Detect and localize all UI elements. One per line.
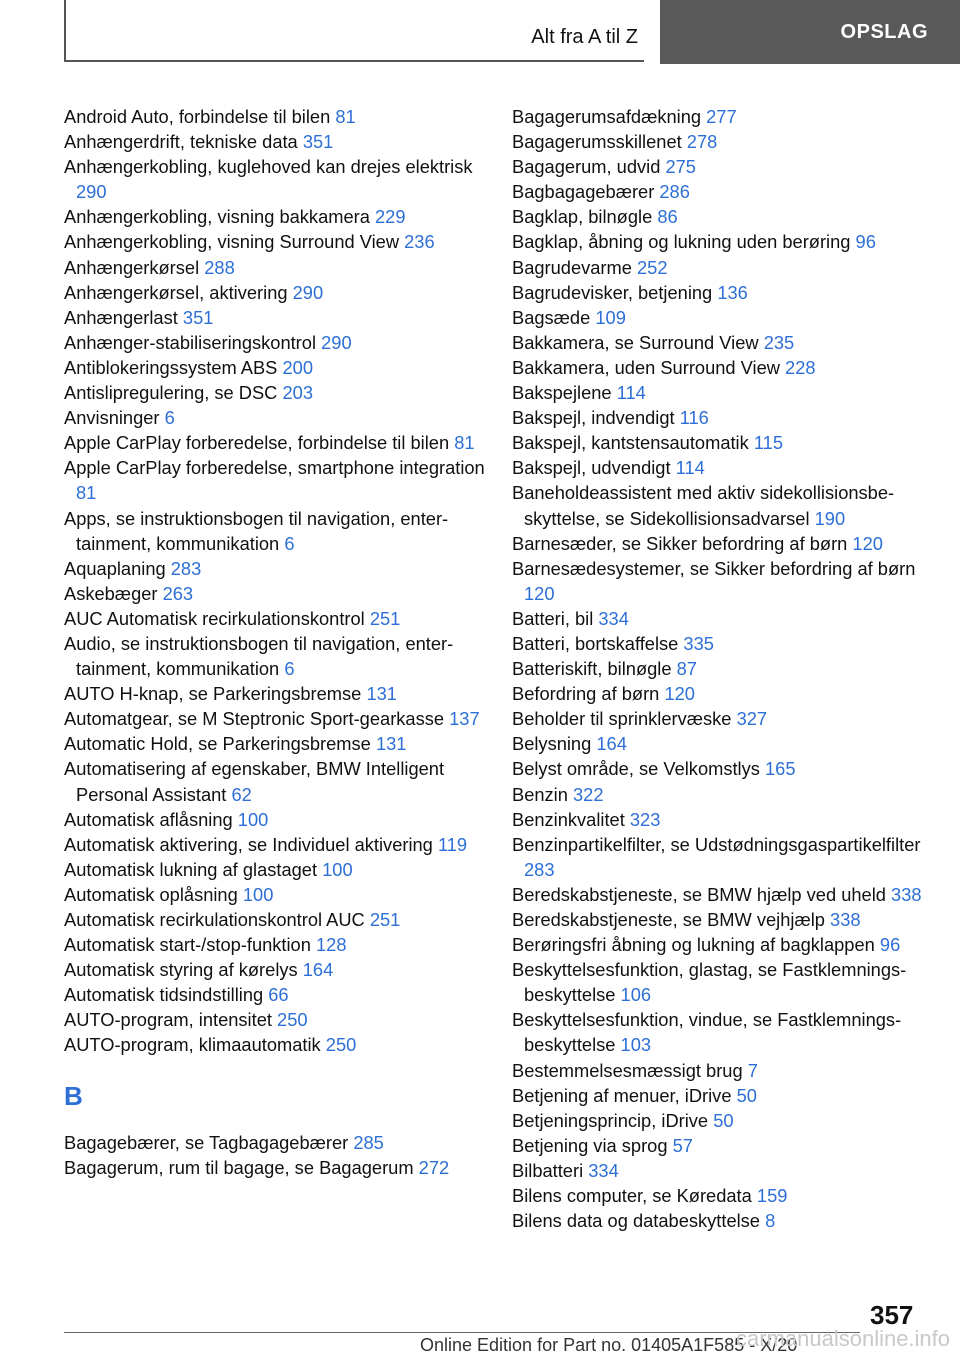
index-entry xyxy=(64,556,489,581)
index-entry xyxy=(64,204,489,229)
index-entry-text: Bagagebærer, se Tagbagagebærer xyxy=(64,1131,349,1153)
index-entry-text: Bakspejl, udvendigt xyxy=(512,457,671,479)
index-entry xyxy=(64,1155,489,1180)
page-link[interactable]: 251 xyxy=(369,909,401,930)
page-link[interactable]: 275 xyxy=(665,156,696,178)
page-link[interactable]: 6 xyxy=(284,532,295,554)
index-entry-text: Anvisninger xyxy=(64,407,160,429)
page-link[interactable]: 96 xyxy=(855,231,876,253)
index-entry-text: Automatisk styring af kørelys xyxy=(64,959,298,981)
page-link[interactable]: 285 xyxy=(353,1131,384,1153)
index-entry xyxy=(512,305,932,330)
header-frame xyxy=(64,0,644,62)
index-entry-text: Barnesædesystemer, se Sikker befordring af børn xyxy=(512,557,916,579)
index-entry-text: Automatisk start-/stop-funktion xyxy=(64,934,311,956)
index-entry-text: Bagklap, bilnøgle xyxy=(512,206,653,228)
index-entry xyxy=(64,807,489,832)
footer-edition: Online Edition for Part no. 01405A1F585 - X/20 xyxy=(420,1335,798,1355)
page-link[interactable]: 81 xyxy=(76,482,97,504)
page-link[interactable]: 250 xyxy=(277,1009,308,1031)
index-entry xyxy=(64,932,489,957)
index-entry xyxy=(512,480,932,530)
page-link[interactable]: 103 xyxy=(620,1034,652,1056)
index-entry-text: Beholder til sprinklervæske xyxy=(512,708,732,730)
index-entry xyxy=(512,731,932,756)
index-entry-text: Automatisk oplåsning xyxy=(64,883,238,905)
page-link[interactable]: 283 xyxy=(170,557,202,579)
index-entry-text: Batteri, bil xyxy=(512,607,594,629)
page-link[interactable]: 203 xyxy=(282,382,313,404)
page-link[interactable]: 286 xyxy=(659,181,690,203)
index-entry xyxy=(64,731,489,756)
page-link[interactable]: 322 xyxy=(573,783,604,805)
index-entry xyxy=(512,1183,932,1208)
index-entry-text: Bagsæde xyxy=(512,306,591,328)
page-link[interactable]: 86 xyxy=(657,206,678,228)
index-entry xyxy=(64,882,489,907)
index-entry-text: Bakspejlene xyxy=(512,382,612,404)
index-entry xyxy=(64,1032,489,1057)
index-entry xyxy=(64,280,489,305)
index-entry-text: Anhængerkobling, visning Surround View xyxy=(64,231,400,253)
index-entry xyxy=(64,430,489,455)
page-link[interactable]: 327 xyxy=(736,708,768,730)
page-link[interactable]: 250 xyxy=(325,1034,357,1056)
index-entry-text: AUTO-program, intensitet xyxy=(64,1009,272,1031)
index-entry xyxy=(64,455,489,505)
index-entry-text: Bagrudevisker, betjening xyxy=(512,281,713,303)
index-entry xyxy=(64,305,489,330)
page-link[interactable]: 50 xyxy=(713,1109,734,1131)
index-entry xyxy=(64,631,489,681)
page-link[interactable]: 100 xyxy=(322,858,353,880)
index-entry xyxy=(512,405,932,430)
page-link[interactable]: 96 xyxy=(879,934,901,956)
page-link[interactable]: 120 xyxy=(524,582,555,604)
page-link[interactable]: 290 xyxy=(292,281,324,303)
index-entry xyxy=(512,656,932,681)
index-entry-text: Beredskabstjeneste, se BMW vejhjælp xyxy=(512,909,825,930)
page-link[interactable]: 323 xyxy=(629,808,661,830)
index-entry xyxy=(512,782,932,807)
index-entry-text: Anhængerlast xyxy=(64,306,178,328)
index-entry-text: Batteri, bortskaffelse xyxy=(512,632,679,654)
section-title: Alt fra A til Z xyxy=(531,26,638,48)
index-entry-text: Belyst område, se Velkomstlys xyxy=(512,758,760,780)
index-entry-text: Anhængerkørsel, aktivering xyxy=(64,281,288,303)
page-link[interactable]: 235 xyxy=(763,331,795,353)
page-link[interactable]: 120 xyxy=(664,683,695,705)
index-entry xyxy=(512,154,932,179)
page-link[interactable]: 50 xyxy=(736,1084,757,1106)
index-entry xyxy=(64,581,489,606)
index-entry-text: Automatisering af egenskaber, BMW Intelligent Personal Assistant xyxy=(64,758,445,805)
index-entry xyxy=(64,681,489,706)
page-link[interactable]: 116 xyxy=(679,407,709,429)
page-link[interactable]: 8 xyxy=(765,1210,776,1232)
index-entry-text: Anhængerdrift, tekniske data xyxy=(64,131,298,153)
index-entry xyxy=(512,129,932,154)
page-link[interactable]: 57 xyxy=(672,1134,693,1156)
page-link[interactable]: 338 xyxy=(891,883,922,905)
index-entry xyxy=(512,1083,932,1108)
index-entry-text: Belysning xyxy=(512,733,592,755)
index-entry-text: Bestemmelsesmæssigt brug xyxy=(512,1059,743,1081)
page-link[interactable]: 106 xyxy=(620,984,652,1006)
page-link[interactable]: 351 xyxy=(302,131,334,153)
page-link[interactable]: 229 xyxy=(374,206,406,228)
page-link[interactable]: 278 xyxy=(686,131,718,153)
index-entry-text: Bagagerumsskillenet xyxy=(512,131,682,153)
index-entry xyxy=(64,756,489,806)
index-entry-text: Android Auto, forbindelse til bilen xyxy=(64,106,331,127)
index-entry xyxy=(512,1158,932,1183)
index-entry xyxy=(64,229,489,254)
index-entry-text: Betjeningsprincip, iDrive xyxy=(512,1109,709,1131)
index-entry xyxy=(64,957,489,982)
index-entry xyxy=(512,179,932,204)
index-entry xyxy=(64,982,489,1007)
index-entry-text: Baneholdeassistent med aktiv sidekollisionsbeskyttelse, se Sidekollisionsadvarsel xyxy=(512,482,895,529)
index-entry-text: Audio, se instruktionsbogen til navigation, entertainment, kommunikation xyxy=(64,632,454,680)
page-link[interactable]: 115 xyxy=(753,432,784,454)
index-entry-text: Automatisk tidsindstilling xyxy=(64,984,264,1006)
page-link[interactable]: 7 xyxy=(747,1059,758,1081)
index-entry xyxy=(512,681,932,706)
index-entry-text: Antislipregulering, se DSC xyxy=(64,382,278,404)
page-link[interactable]: 165 xyxy=(765,758,796,780)
index-entry-text: Bilens data og databeskyttelse xyxy=(512,1210,760,1232)
page-link[interactable]: 100 xyxy=(237,808,269,830)
index-entry-text: Automatisk lukning af glastaget xyxy=(64,858,318,880)
page-number: 357 xyxy=(870,1300,914,1330)
index-entry-text: Beskyttelsesfunktion, glastag, se Fastklemningsbeskyttelse xyxy=(512,959,907,1006)
index-entry-text: Befordring af børn xyxy=(512,683,660,705)
page-link[interactable]: 164 xyxy=(596,733,627,755)
page-link[interactable]: 120 xyxy=(852,532,883,554)
index-group-a xyxy=(64,104,489,1058)
index-column-left xyxy=(64,104,489,1180)
index-entry xyxy=(64,405,489,430)
index-entry-text: AUTO-program, klimaautomatik xyxy=(64,1034,321,1056)
page-link[interactable]: 228 xyxy=(785,356,816,378)
index-entry-text: Automatisk recirkulationskontrol AUC xyxy=(64,909,365,930)
index-entry-text: Benzin xyxy=(512,783,568,805)
index-entry-text: Bagagerum, rum til bagage, se Bagagerum xyxy=(64,1156,414,1178)
index-column-right xyxy=(512,104,932,1233)
index-entry xyxy=(512,957,932,1007)
page-link[interactable]: 288 xyxy=(204,256,235,278)
page-link[interactable]: 251 xyxy=(369,607,401,629)
index-entry-text: Bagagerumsafdækning xyxy=(512,106,702,127)
index-entry xyxy=(64,355,489,380)
index-entry xyxy=(512,706,932,731)
index-entry-text: Benzinkvalitet xyxy=(512,808,625,830)
index-entry-text: Betjening via sprog xyxy=(512,1134,668,1156)
index-entry xyxy=(512,455,932,480)
page-link[interactable]: 6 xyxy=(164,407,175,429)
index-entry xyxy=(64,1130,489,1155)
page-link[interactable]: 277 xyxy=(706,106,737,127)
index-entry xyxy=(64,1007,489,1032)
index-entry-text: Askebæger xyxy=(64,582,158,604)
page-link[interactable]: 338 xyxy=(830,909,861,930)
index-entry xyxy=(64,857,489,882)
index-entry-text: Beredskabstjeneste, se BMW hjælp ved uheld xyxy=(512,883,886,905)
page-header xyxy=(64,0,960,65)
index-entry-text: Bagrudevarme xyxy=(512,256,632,278)
watermark: carmanualsonline.info xyxy=(736,1326,951,1351)
page-link[interactable]: 334 xyxy=(588,1159,619,1181)
index-entry-text: AUTO H-knap, se Parkeringsbremse xyxy=(64,683,362,705)
page-link[interactable]: 114 xyxy=(675,457,705,479)
page-link[interactable]: 128 xyxy=(316,934,347,956)
index-entry xyxy=(512,104,932,129)
index-entry-text: Bakspejl, kantstensautomatik xyxy=(512,432,749,454)
index-entry xyxy=(512,882,932,907)
index-entry-text: Beskyttelsesfunktion, vindue, se Fastklemningsbeskyttelse xyxy=(512,1009,902,1056)
index-entry xyxy=(512,832,932,882)
page-link[interactable]: 81 xyxy=(454,432,475,454)
index-entry xyxy=(64,380,489,405)
index-entry xyxy=(64,255,489,280)
index-entry xyxy=(64,832,489,857)
index-entry-text: Bakkamera, se Surround View xyxy=(512,331,759,353)
page-link[interactable]: 114 xyxy=(616,382,646,404)
index-entry-text: Automatgear, se M Steptronic Sport-gearkasse xyxy=(64,708,445,730)
index-entry-text: Betjening af menuer, iDrive xyxy=(512,1084,732,1106)
page-link[interactable]: 335 xyxy=(683,632,714,654)
index-entry xyxy=(512,255,932,280)
index-entry xyxy=(512,229,932,254)
index-entry-text: Automatisk aktivering, se Individuel aktivering xyxy=(64,833,433,855)
page-link[interactable]: 190 xyxy=(814,507,846,529)
index-entry xyxy=(64,104,489,129)
index-entry xyxy=(64,706,489,731)
index-entry-text: Bagagerum, udvid xyxy=(512,156,661,178)
page-link[interactable]: 351 xyxy=(182,306,214,328)
page-link[interactable]: 109 xyxy=(595,306,626,328)
index-entry xyxy=(512,380,932,405)
index-entry xyxy=(512,430,932,455)
page-link[interactable]: 137 xyxy=(449,708,480,730)
index-group-b xyxy=(64,1130,489,1180)
page-link[interactable]: 62 xyxy=(231,783,252,805)
index-entry-text: Antiblokeringssystem ABS xyxy=(64,356,278,378)
index-entry-text: Barnesæder, se Sikker befordring af børn xyxy=(512,532,848,554)
index-entry-text: AUC Automatisk recirkulationskontrol xyxy=(64,607,365,629)
page-link[interactable]: 81 xyxy=(335,106,356,127)
index-entry xyxy=(512,756,932,781)
page-link[interactable]: 252 xyxy=(637,256,668,278)
index-entry xyxy=(64,129,489,154)
index-entry-text: Anhænger-stabiliseringskontrol xyxy=(64,331,317,353)
index-entry xyxy=(512,355,932,380)
page-link[interactable]: 6 xyxy=(284,658,295,680)
index-entry xyxy=(512,631,932,656)
index-entry-text: Aquaplaning xyxy=(64,557,166,579)
page-link[interactable]: 131 xyxy=(375,733,407,755)
page-link[interactable]: 263 xyxy=(162,582,194,604)
index-entry-text: Anhængerkobling, kuglehoved kan drejes elektrisk xyxy=(64,156,473,178)
page-link[interactable]: 100 xyxy=(242,883,274,905)
index-entry xyxy=(512,1058,932,1083)
index-group-right xyxy=(512,104,932,1233)
index-entry-text: Apps, se instruktionsbogen til navigation, entertainment, kommunikation xyxy=(64,507,449,554)
index-entry xyxy=(512,1108,932,1133)
index-entry xyxy=(64,330,489,355)
index-entry-text: Anhængerkørsel xyxy=(64,256,200,278)
index-entry-text: Automatisk aflåsning xyxy=(64,808,233,830)
index-entry-text: Apple CarPlay forberedelse, smartphone integration xyxy=(64,457,485,479)
index-entry-text: Bakspejl, indvendigt xyxy=(512,407,675,429)
index-entry xyxy=(512,330,932,355)
page-link[interactable]: 87 xyxy=(676,658,697,680)
index-entry xyxy=(512,556,932,606)
index-entry xyxy=(512,204,932,229)
index-entry xyxy=(64,907,489,932)
index-entry-text: Bagbagagebærer xyxy=(512,181,655,203)
page-link[interactable]: 334 xyxy=(598,607,629,629)
index-entry xyxy=(64,606,489,631)
index-entry-text: Anhængerkobling, visning bakkamera xyxy=(64,206,370,228)
page-link[interactable]: 272 xyxy=(418,1156,450,1178)
page-link[interactable]: 290 xyxy=(321,331,352,353)
index-entry xyxy=(512,932,932,957)
index-entry xyxy=(512,1133,932,1158)
index-entry xyxy=(512,280,932,305)
index-entry-text: Bilbatteri xyxy=(512,1159,584,1181)
index-entry-text: Apple CarPlay forberedelse, forbindelse til bilen xyxy=(64,432,450,454)
index-entry xyxy=(64,154,489,204)
index-entry xyxy=(64,506,489,556)
index-entry-text: Berøringsfri åbning og lukning af bagklappen xyxy=(512,934,875,956)
page-link[interactable]: 236 xyxy=(404,231,435,253)
page-link[interactable]: 136 xyxy=(717,281,748,303)
page-link[interactable]: 290 xyxy=(76,181,107,203)
page-link[interactable]: 131 xyxy=(366,683,397,705)
index-letter-heading: B xyxy=(64,1080,83,1111)
page-link[interactable]: 200 xyxy=(282,356,313,378)
section-tab[interactable]: OPSLAG xyxy=(660,0,960,64)
page-link[interactable]: 283 xyxy=(524,858,555,880)
page-link[interactable]: 164 xyxy=(302,959,334,981)
page-link[interactable]: 119 xyxy=(437,833,468,855)
page-link[interactable]: 66 xyxy=(268,984,289,1006)
index-entry xyxy=(512,606,932,631)
index-entry-text: Bakkamera, uden Surround View xyxy=(512,356,780,378)
index-entry-text: Batteriskift, bilnøgle xyxy=(512,658,672,680)
index-entry xyxy=(512,907,932,932)
index-entry-text: Automatic Hold, se Parkeringsbremse xyxy=(64,733,371,755)
index-entry-text: Bilens computer, se Køredata xyxy=(512,1185,752,1207)
index-entry xyxy=(512,1007,932,1057)
index-entry xyxy=(512,807,932,832)
index-entry-text: Benzinpartikelfilter, se Udstødningsgaspartikelfilter xyxy=(512,833,921,855)
index-entry-text: Bagklap, åbning og lukning uden berøring xyxy=(512,231,851,253)
index-entry xyxy=(512,1208,932,1233)
index-entry xyxy=(512,531,932,556)
page-link[interactable]: 159 xyxy=(756,1185,788,1207)
